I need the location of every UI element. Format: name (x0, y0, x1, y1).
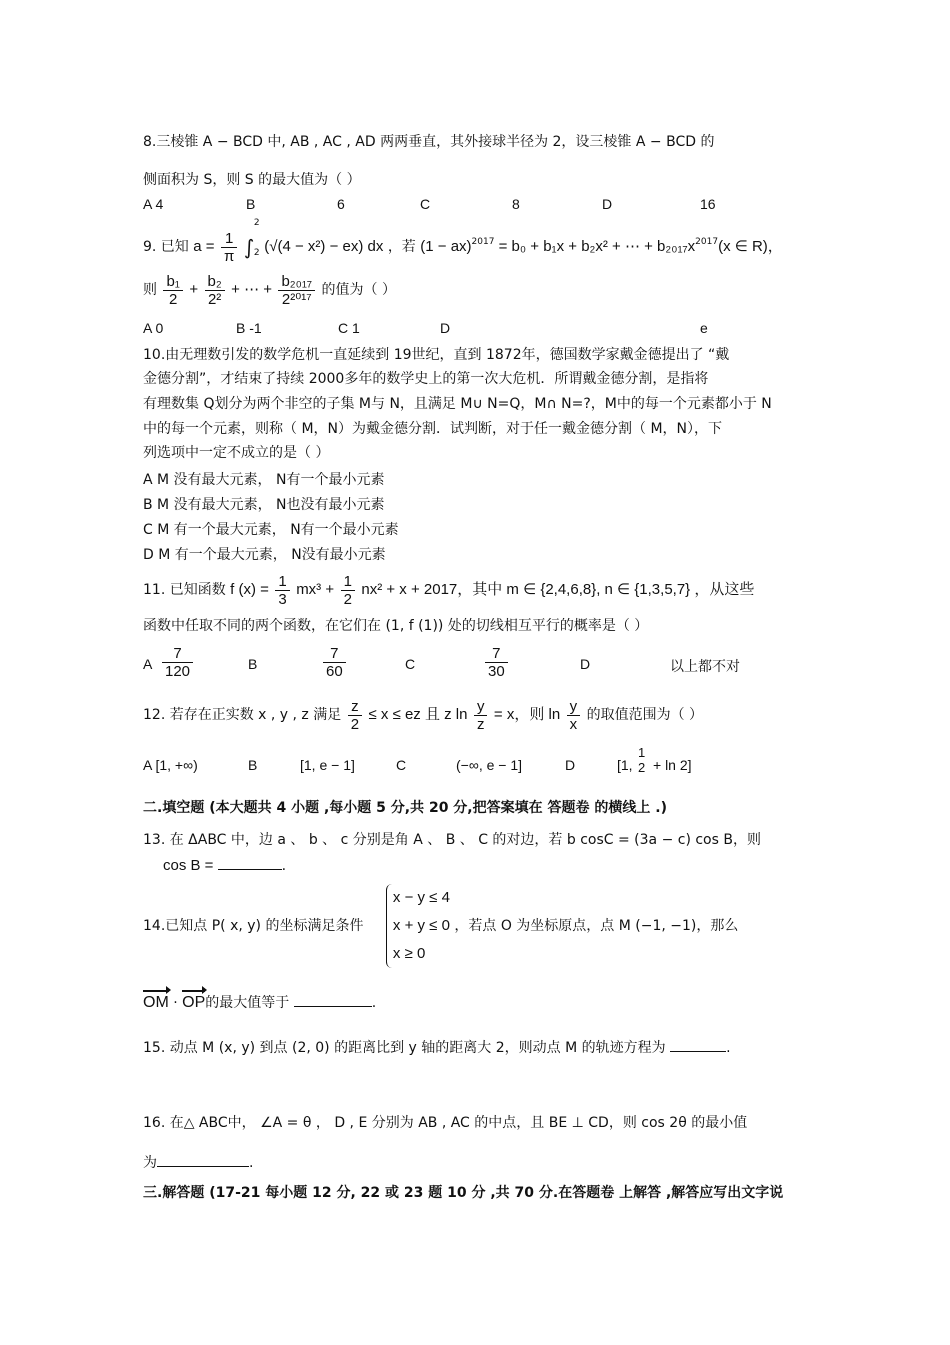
q8-line2: 侧面积为 S，则 S 的最大值为（ ） (143, 172, 361, 188)
q13-cosb: cos B = (163, 857, 218, 874)
q11-option-b-den: 60 (326, 663, 343, 680)
q9-term1 (163, 273, 182, 308)
q12-option-d-num: 1 (638, 745, 646, 760)
q8-option-d-label: D (602, 196, 613, 212)
q14-cond2: x + y ≤ 0 (392, 917, 450, 934)
q15-period: . (726, 1040, 731, 1056)
q15-line (143, 1039, 731, 1057)
q12-option-d-pre: [1, (617, 757, 633, 773)
q12-frac-z (348, 698, 362, 733)
section-3-heading: 三.解答题 (17-21 每小题 12 分, 22 或 23 题 10 分 ,共 70 分.在答题卷 上解答 ,解答应写出文字说 (143, 1185, 784, 1201)
q9-option-a: A 0 (143, 320, 164, 336)
q10-line5: 列选项中一定不成立的是（ ） (143, 445, 330, 461)
q9-rhs: = b₀ + b₁x + b₂x² + ⋯ + b₂₀₁₇x (494, 238, 696, 255)
q12-line1 (143, 694, 703, 736)
q9-integral (243, 218, 260, 267)
q9-dots: + ⋯ + (231, 281, 273, 298)
q12-option-d-den: 2 (638, 760, 646, 775)
q10-option-b: B M 没有最大元素， N也没有最小元素 (143, 497, 385, 513)
q9-expansion: (1 − ax) (420, 238, 472, 255)
q14-dot: · (173, 995, 178, 1011)
q9-domain: (x ∈ R)， (718, 238, 783, 255)
q12-option-b-value: [1, e − 1] (300, 757, 355, 773)
q9-term3 (278, 273, 315, 308)
q14-period: . (371, 995, 377, 1011)
q11-fx: f (x) = (230, 581, 269, 598)
q12-option-d-frac (635, 745, 648, 775)
q11-option-c-label: C (405, 656, 416, 672)
q16-line1: 16. 在△ ABC中， ∠A = θ ， D , E 分别为 AB , AC 的中点，且 BE ⊥ CD，则 cos 2θ 的最小值 (143, 1115, 748, 1131)
q11-prefix: 11. 已知函数 (143, 582, 226, 598)
q15-text: 15. 动点 M (x, y) 到点 (2, 0) 的距离比到 y 轴的距离大 2，则动点 M 的轨迹方程为 (143, 1040, 671, 1056)
q16-line2 (143, 1154, 253, 1172)
q9-term1-den: 2 (168, 290, 178, 308)
q10-option-d: D M 有一个最大元素， N没有最小元素 (143, 547, 386, 563)
q12-prefix: 12. 若存在正实数 x , y , z 满足 (143, 707, 342, 723)
q11-frac1 (275, 573, 289, 608)
q12-frac-yz (474, 698, 488, 733)
q11-frac2-den: 2 (343, 590, 352, 608)
section-2-heading: 二.填空题 (本大题共 4 小题 ,每小题 5 分,共 20 分,把答案填在 答题卷 的横线上 .) (143, 800, 667, 816)
q12-option-b-label: B (248, 757, 258, 773)
integral-sign-icon: ∫ (243, 235, 255, 259)
q9-then: 则 (143, 282, 157, 298)
q9-prefix: 9. 已知 (143, 239, 189, 255)
q12-option-a: A [1, +∞) (143, 757, 198, 773)
q11-option-a-num: 7 (162, 645, 193, 663)
q10-line2: 金德分割”，才结束了持续 2000多年的数学史上的第一次大危机．所谓戴金德分割，是指将 (143, 371, 709, 387)
q11-rest: nx² + x + 2017，其中 m ∈ {2,4,6,8}, n ∈ {1,3,5,7} ，从这些 (361, 581, 755, 598)
q9-tail: 的值为（ ） (321, 282, 396, 298)
q9-term1-num: b₁ (163, 273, 182, 291)
q11-option-b-frac (323, 645, 346, 680)
q12-frac-yx-num: y (567, 698, 581, 716)
q14-answer-blank[interactable] (294, 1006, 372, 1007)
q12-frac-yz-num: y (474, 698, 488, 716)
q14-vector-op: OP (182, 994, 206, 1011)
q12-mid: ≤ x ≤ ez 且 z ln (368, 706, 468, 723)
q14-line2 (143, 994, 376, 1012)
q12-frac-z-den: 2 (350, 715, 360, 733)
q10-line4: 中的每一个元素，则称（ M，N）为戴金德分割．试判断，对于任一戴金德分割（ M，N），下 (143, 421, 723, 437)
q12-mid2: = x，则 ln (493, 706, 561, 723)
q9-coef-den: π (224, 247, 235, 265)
q8-line1: 8.三棱锥 A − BCD 中, AB , AC , AD 两两垂直，其外接球半径为 2，设三棱锥 A − BCD 的 (143, 134, 715, 150)
q9-coef-fraction (221, 230, 237, 265)
q12-option-c-value: (−∞, e − 1] (456, 757, 523, 773)
q14-tail: ，若点 O 为坐标原点，点 M (−1, −1)，那么 (454, 918, 739, 934)
q10-line3: 有理数集 Q划分为两个非空的子集 M与 N，且满足 M∪ N=Q，M∩ N=?，M中的每一个元素都小于 N (143, 396, 772, 412)
q11-option-c-den: 30 (488, 663, 505, 680)
q12-frac-yz-den: z (476, 715, 485, 733)
q14-vector-om: OM (143, 994, 169, 1011)
q12-frac-z-num: z (348, 698, 362, 716)
q9-coef-num: 1 (221, 230, 237, 248)
q11-option-c-num: 7 (485, 645, 508, 663)
q8-option-a: A 4 (143, 196, 164, 212)
q11-frac1-num: 1 (275, 573, 289, 591)
q9-term3-num: b₂₀₁₇ (278, 273, 315, 291)
q11-frac2-num: 1 (341, 573, 355, 591)
q11-m-term: mx³ + (296, 581, 335, 598)
q12-frac-yx-den: x (569, 715, 578, 733)
q12-frac-yx (567, 698, 581, 733)
q9-option-b: B -1 (236, 320, 262, 336)
q8-option-c-value: 8 (512, 196, 520, 212)
q14-line1 (143, 884, 738, 968)
q11-option-b-num: 7 (323, 645, 346, 663)
q9-line1 (143, 218, 783, 267)
q9-line2: 则 $\frac{\text{b₁}}{2}$ + $\frac{\text{b₂}}{\text{2²}}$ + ⋯ + $\frac{\text{b₂₀₁₇}}{\text{2²⁰¹⁷}}$ 的值为（ ） (143, 272, 396, 308)
q11-option-c-frac (485, 645, 508, 680)
q12-tail: 的取值范围为（ ） (586, 707, 704, 723)
q14-line2-tail: 的最大值等于 (205, 995, 294, 1011)
q11-frac2 (341, 573, 355, 608)
q16-answer-blank[interactable] (157, 1166, 249, 1167)
q11-frac1-den: 3 (278, 590, 287, 608)
q10-line1: 10.由无理数引发的数学危机一直延续到 19世纪，直到 1872年，德国数学家戴金德提出了 “戴 (143, 347, 730, 363)
q9-int-upper: 2 (253, 218, 260, 228)
q9-exp-pow: 2017 (471, 237, 495, 247)
q9-term2-den: 2² (207, 290, 222, 308)
q12-option-d-post: + ln 2] (653, 757, 692, 773)
q11-option-a-frac (162, 645, 193, 680)
q8-option-c-label: C (420, 196, 431, 212)
q9-rhs-pow: 2017 (695, 237, 719, 247)
q15-answer-blank[interactable] (670, 1051, 726, 1052)
q10-option-a: A M 没有最大元素， N有一个最小元素 (143, 472, 385, 488)
q14-conditions (386, 884, 450, 968)
q12-option-d-label: D (565, 757, 576, 773)
q14-cond1: x − y ≤ 4 (392, 889, 450, 906)
q10-option-c: C M 有一个最大元素， N有一个最小元素 (143, 522, 399, 538)
q14-cond3: x ≥ 0 (392, 945, 426, 962)
q11-option-d-label: D (580, 656, 591, 672)
q9-term2-num: b₂ (205, 273, 225, 291)
q16-prefix: 为 (143, 1155, 157, 1171)
q11-line2: 函数中任取不同的两个函数，在它们在 (1, f (1)) 处的切线相互平行的概率是（ ） (143, 618, 649, 634)
q13-answer-blank[interactable] (218, 869, 282, 870)
q9-mid: ，若 (387, 239, 416, 255)
q9-option-c: C 1 (338, 320, 360, 336)
q11-line1 (143, 570, 754, 610)
q16-period: . (249, 1155, 254, 1171)
q13-line1: 13. 在 ΔABC 中，边 a 、 b 、 c 分别是角 A 、 B 、 C 的对边，若 b cosC = (3a − c) cos B，则 (143, 832, 761, 848)
q9-a-eq: a = (193, 238, 215, 255)
q11-option-d-text: 以上都不对 (670, 659, 740, 675)
q13-line2: cos B = . (163, 857, 287, 874)
q8-option-b-value: 6 (337, 196, 345, 212)
q11-option-a-label: A (143, 656, 153, 672)
q9-term3-den: 2²⁰¹⁷ (281, 290, 312, 308)
q12-option-c-label: C (396, 757, 407, 773)
q8-option-d-value: 16 (700, 196, 716, 212)
q9-int-lower: 2 (253, 248, 260, 258)
q8-option-b-label: B (246, 196, 256, 212)
q11-option-b-label: B (248, 656, 258, 672)
q9-option-d-label: D (440, 320, 451, 336)
q11-option-a-den: 120 (165, 663, 191, 680)
q9-option-d-value: e (700, 320, 708, 336)
q9-integrand: (√(4 − x²) − ex) dx (264, 238, 384, 255)
q9-term2 (205, 273, 225, 308)
q14-prefix: 14.已知点 P( x, y) 的坐标满足条件 (143, 918, 364, 934)
